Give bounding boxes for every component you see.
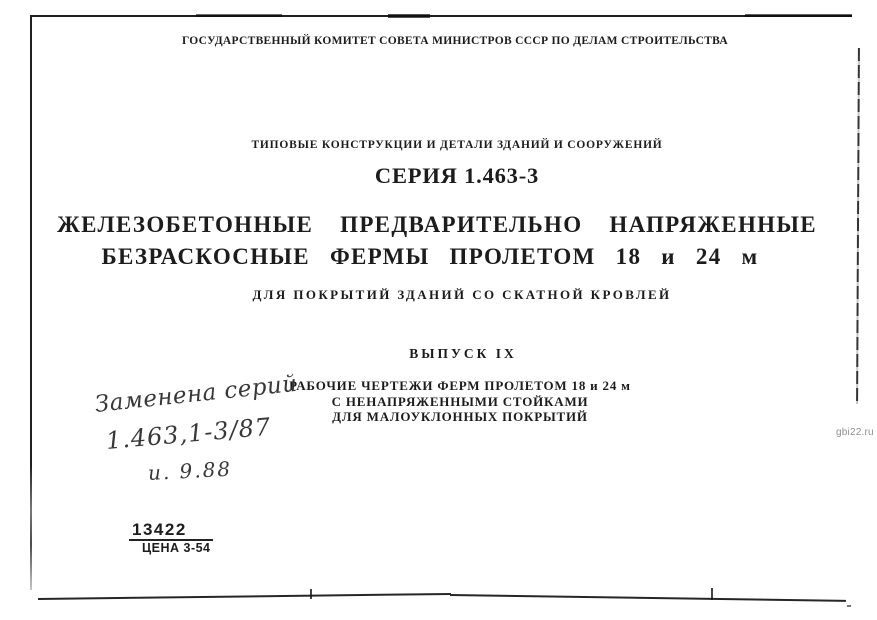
stock-number: 13422: [132, 520, 187, 539]
collection-line: ТИПОВЫЕ КОНСТРУКЦИИ И ДЕТАЛИ ЗДАНИЙ И СООРУЖЕНИЙ: [251, 139, 663, 151]
subtitle-line: ДЛЯ ПОКРЫТИЙ ЗДАНИЙ СО СКАТНОЙ КРОВЛЕЙ: [252, 287, 672, 302]
border-top-line: [30, 15, 852, 17]
issue-description-line-2: С НЕНАПРЯЖЕННЫМИ СТОЙКАМИ: [331, 393, 589, 409]
border-bottom-line: [38, 593, 451, 600]
main-title-line-2: БЕЗРАСКОСНЫЕ ФЕРМЫ ПРОЛЕТОМ 18 и 24 м: [101, 244, 759, 269]
scan-smudge: [196, 14, 282, 17]
site-watermark: gbi22.ru: [836, 427, 874, 438]
issue-number: ВЫПУСК IX: [409, 346, 517, 361]
handwritten-note-line-3: и. 9.88: [147, 456, 233, 485]
scan-smudge: [388, 14, 430, 18]
authority-line: ГОСУДАРСТВЕННЫЙ КОМИТЕТ СОВЕТА МИНИСТРОВ СССР ПО ДЕЛАМ СТРОИТЕЛЬСТВА: [181, 35, 729, 47]
issue-description-line-1: РАБОЧИЕ ЧЕРТЕЖИ ФЕРМ ПРОЛЕТОМ 18 и 24 м: [289, 378, 631, 393]
price-label: ЦЕНА 3-54: [142, 541, 211, 555]
border-left-line: [30, 16, 32, 590]
main-title-line-1: ЖЕЛЕЗОБЕТОННЫЕ ПРЕДВАРИТЕЛЬНО НАПРЯЖЕННЫЕ: [57, 212, 817, 237]
scan-mark: [310, 589, 312, 599]
handwritten-note-line-2: 1.463,1-3/87: [104, 412, 273, 455]
series-number: СЕРИЯ 1.463-3: [374, 163, 540, 188]
issue-description-line-3: ДЛЯ МАЛОУКЛОННЫХ ПОКРЫТИЙ: [332, 409, 588, 424]
scan-mark: [847, 605, 851, 607]
scan-mark: [711, 588, 713, 600]
scan-smudge: [745, 14, 852, 17]
handwritten-note-line-1: Заменена серий: [93, 370, 299, 418]
border-bottom-line: [450, 594, 846, 602]
